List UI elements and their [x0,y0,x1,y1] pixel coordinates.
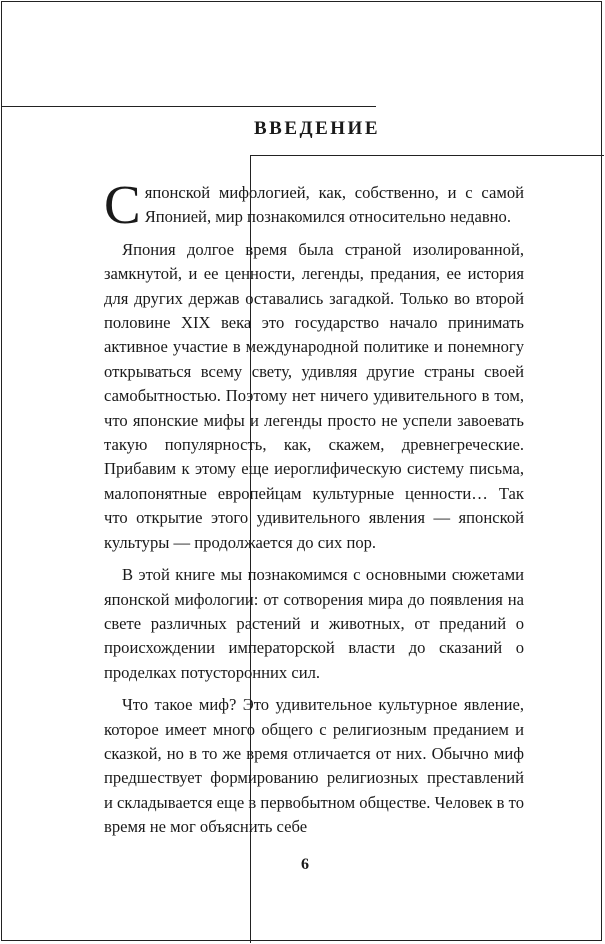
paragraph-3: В этой книге мы познакомимся с основными сюжетами японской мифологии: от сотворения мира до появления на свете различных растений и животных, от преданий о происхождении императорской власти до сказаний о проделках потусторонних сил. [104,565,524,682]
body-text [104,174,524,848]
paragraph-2: Япония долгое время была страной изолированной, замкнутой, и ее ценности, легенды, предания, ее история для других держав оставались загадкой. Только во второй половине XIX века это государство начало принимать активное участие в международной политике и понемногу открываться всему свету, удивляя другие страны своей самобытностью. Поэтому нет ничего удивительного в том, что японские мифы и легенды просто не успели завоевать такую популярность, как, скажем, древнегреческие. Прибавим к этому еще иероглифическую систему письма, малопонятные европейцам культурные ценности… Так что открытие этого удивительного явления — японской культуры — продолжается до сих пор. [104,239,524,552]
paragraph-1-text: японской мифологией, как, собственно, и с самой Японией, мир познакомился относительно недавно. [144,183,524,227]
title-rule [250,155,604,156]
chapter-title: ВВЕДЕНИЕ [254,118,380,139]
drop-cap: С [104,174,141,235]
top-rule [1,106,376,107]
paragraph-1 [104,174,524,235]
page-number: 6 [301,856,309,873]
paragraph-4: Что такое миф? Это удивительное культурное явление, которое имеет много общего с религиозным преданием и сказкой, но в то же время отличается от них. Обычно миф предшествует формированию религиозных преставлений и складывается еще в первобытном обществе. Человек в то время не мог объяснить себе [104,695,524,837]
